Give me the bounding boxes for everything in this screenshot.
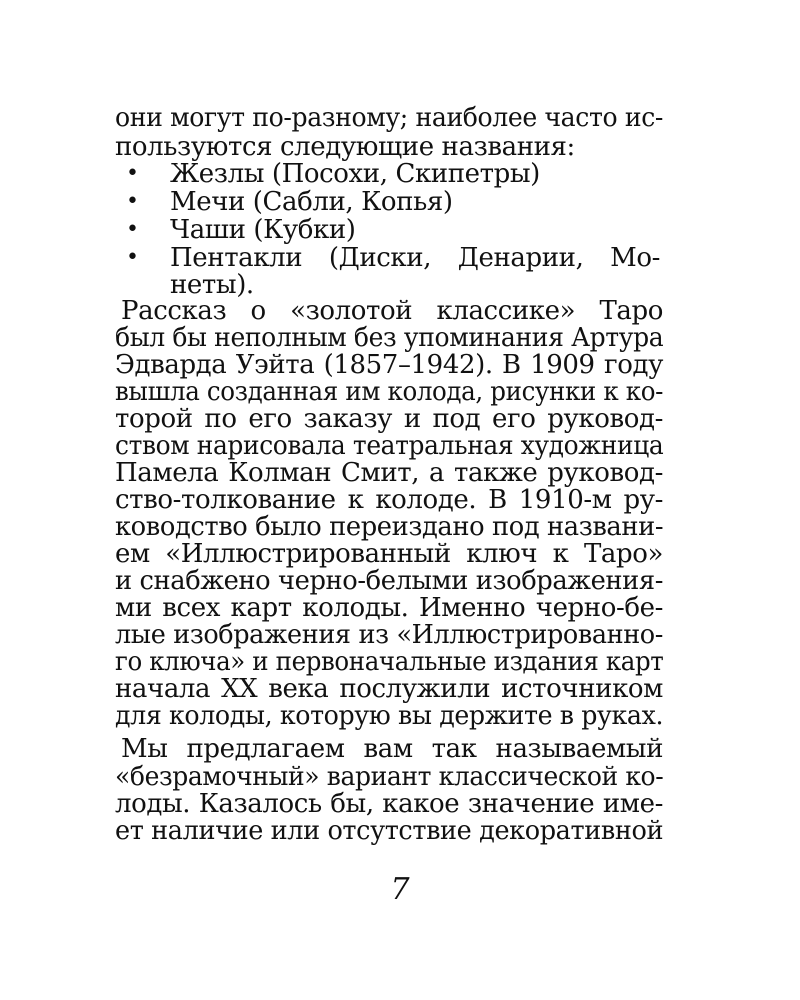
text-line: начала XX века послужили источником <box>115 674 663 704</box>
text-line: был бы неполным без упоминания Артура <box>115 323 664 353</box>
text-line: го ключа» и первоначальные издания карт <box>115 647 664 677</box>
text-line: ми всех карт колоды. Именно черно-бе- <box>115 593 663 623</box>
list-item-continuation: неты). <box>170 270 254 300</box>
text-line: ет наличие или отсутствие декоративной <box>115 816 664 846</box>
list-item: Мечи (Сабли, Копья) <box>170 187 453 217</box>
list-item: Жезлы (Посохи, Скипетры) <box>170 159 540 189</box>
text-line: ством нарисовала театральная художница <box>115 431 664 461</box>
text-line: пользуются следующие названия: <box>115 132 575 162</box>
list-item: Чаши (Кубки) <box>170 215 356 245</box>
text-line: они могут по-разному; наиболее часто ис- <box>115 103 664 133</box>
list-bullet: • <box>126 161 139 186</box>
page-number: 7 <box>390 872 410 907</box>
text-line: Мы предлагаем вам так называемый <box>121 734 663 764</box>
text-line: Эдварда Уэйта (1857–1942). В 1909 году <box>115 350 663 380</box>
text-line: вышла созданная им колода, рисунки к ко- <box>115 377 663 407</box>
text-line: «безрамочный» вариант классической ко- <box>115 762 664 792</box>
list-bullet: • <box>126 189 139 214</box>
text-line: лоды. Казалось бы, какое значение име- <box>115 789 663 819</box>
text-line: и снабжено черно-белыми изображения- <box>115 566 664 596</box>
text-line: для колоды, которую вы держите в руках. <box>115 701 664 731</box>
text-line: Памела Колман Смит, а также руковод- <box>115 458 663 488</box>
text-line: лые изображения из «Иллюстрированно- <box>115 620 663 650</box>
text-line: ководство было переиздано под названи- <box>115 512 664 542</box>
list-bullet: • <box>126 217 139 242</box>
text-line: ство-толкование к колоде. В 1910-м ру- <box>115 485 663 515</box>
text-line: торой по его заказу и под его руковод- <box>115 404 663 434</box>
list-item: Пентакли (Диски, Денарии, Мо- <box>170 243 660 273</box>
text-line: Рассказ о «золотой классике» Таро <box>121 296 663 326</box>
list-bullet: • <box>126 245 139 270</box>
text-line: ем «Иллюстрированный ключ к Таро» <box>115 539 663 569</box>
